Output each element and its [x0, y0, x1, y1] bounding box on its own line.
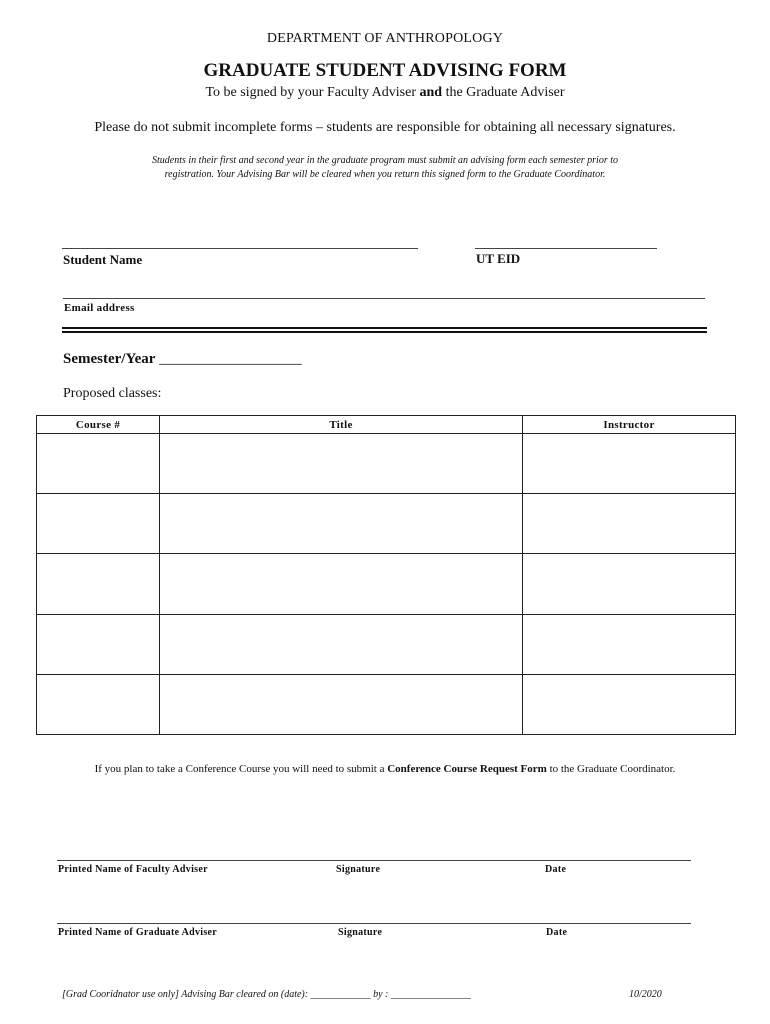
conference-post: to the Graduate Coordinator. [546, 763, 676, 775]
table-row [37, 494, 736, 554]
grad-date-label: Date [546, 927, 568, 938]
advising-note-line-2: registration. Your Advising Bar will be cleared when you return this signed form to the Graduate Coordinator. [164, 169, 606, 180]
table-row [37, 554, 736, 614]
student-name-label: Student Name [63, 252, 143, 267]
course-cell[interactable] [37, 434, 160, 494]
form-subtitle [0, 85, 770, 101]
title-cell[interactable] [160, 674, 523, 734]
conference-pre: If you plan to take a Conference Course you will need to submit a [94, 763, 388, 775]
form-version: 10/2020 [629, 989, 662, 1000]
department-heading: DEPARTMENT OF ANTHROPOLOGY [266, 31, 504, 46]
section-divider [62, 327, 707, 333]
faculty-signature-label: Signature [336, 864, 381, 875]
title-cell[interactable] [160, 494, 523, 554]
instructor-cell[interactable] [523, 674, 736, 734]
course-cell[interactable] [37, 674, 160, 734]
course-cell[interactable] [37, 614, 160, 674]
subtitle-post: the Graduate Adviser [442, 85, 565, 100]
grad-printed-name-label: Printed Name of Graduate Adviser [58, 927, 218, 938]
advising-note-line-1: Students in their first and second year in the graduate program must submit an advising form each semester prior to [152, 155, 618, 166]
instructor-cell[interactable] [523, 554, 736, 614]
form-title: GRADUATE STUDENT ADVISING FORM [203, 60, 567, 81]
subtitle-pre: To be signed by your Faculty Adviser [205, 85, 420, 100]
table-row [37, 614, 736, 674]
title-cell[interactable] [160, 614, 523, 674]
ut-eid-line[interactable] [475, 248, 657, 249]
email-label: Email address [64, 302, 135, 314]
advising-bar-cleared-note: [Grad Cooridnator use only] Advising Bar cleared on (date): ____________ by : ________________ [62, 989, 471, 1000]
proposed-classes-label: Proposed classes: [63, 386, 162, 401]
table-header-row [37, 416, 736, 434]
instructor-cell[interactable] [523, 434, 736, 494]
conference-form-name: Conference Course Request Form [387, 763, 547, 775]
email-line[interactable] [63, 298, 705, 299]
title-cell[interactable] [160, 434, 523, 494]
incomplete-notice: Please do not submit incomplete forms – students are responsible for obtaining all necessary signatures. [94, 120, 676, 135]
course-cell[interactable] [37, 554, 160, 614]
column-header-title: Title [160, 416, 523, 434]
faculty-date-label: Date [545, 864, 567, 875]
grad-signature-line[interactable] [57, 923, 691, 924]
semester-year-field[interactable] [63, 351, 302, 368]
instructor-cell[interactable] [523, 494, 736, 554]
conference-course-note [0, 763, 770, 775]
instructor-cell[interactable] [523, 614, 736, 674]
semester-year-blank: ___________________ [159, 351, 302, 367]
column-header-instructor: Instructor [523, 416, 736, 434]
student-name-line[interactable] [62, 248, 418, 249]
semester-year-label: Semester/Year [63, 351, 156, 367]
table-row [37, 434, 736, 494]
ut-eid-label: UT EID [476, 251, 521, 266]
grad-signature-label: Signature [338, 927, 383, 938]
title-cell[interactable] [160, 554, 523, 614]
proposed-classes-table [36, 415, 736, 735]
faculty-signature-line[interactable] [57, 860, 691, 861]
column-header-course: Course # [37, 416, 160, 434]
table-row [37, 674, 736, 734]
course-cell[interactable] [37, 494, 160, 554]
subtitle-and: and [419, 85, 443, 100]
faculty-printed-name-label: Printed Name of Faculty Adviser [58, 864, 208, 875]
